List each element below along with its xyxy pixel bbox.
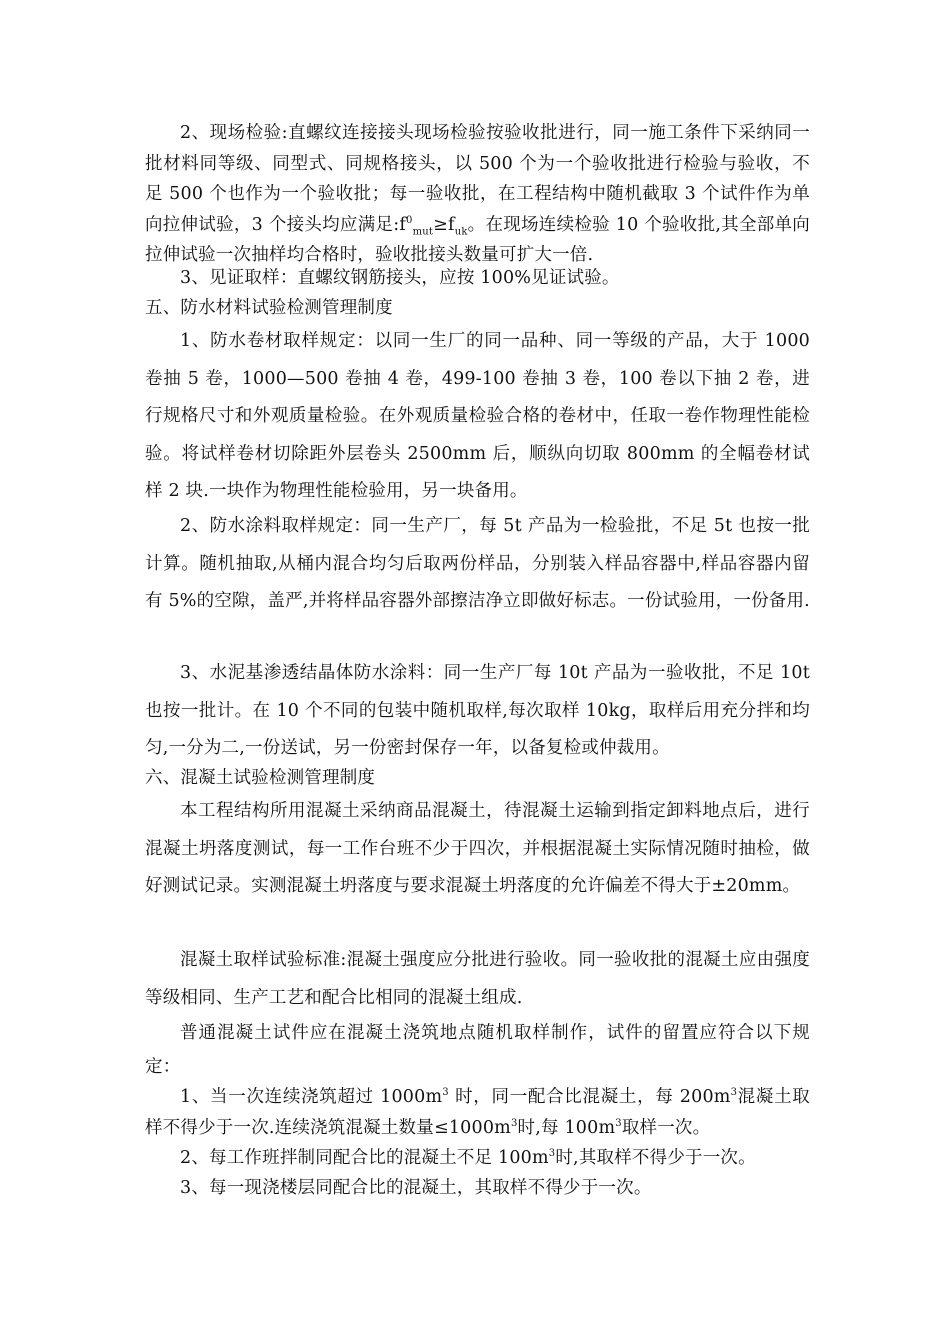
list-item-rule-2	[145, 1143, 810, 1173]
superscript: 3	[730, 1087, 738, 1099]
paragraph-membrane-sampling: 1、防水卷材取样规定：以同一生厂的同一品种、同一等级的产品，大于 1000 卷抽 5 卷，1000—500 卷抽 4 卷，499-100 卷抽 3 卷，100 卷以下抽 2 卷，进行规格尺寸和外观质量检验。在外观质量检验合格的卷材中，任取一卷作物理性能检验。将试样卷材切除距外层卷头 2500mm 后，顺纵向切取 800mm 的全幅卷材试样 2 块.一块作为物理性能检验用，另一块备用。	[145, 331, 810, 501]
paragraph-text: 2、现场检验:直螺纹连接接头现场检验按验收批进行，同一施工条件下采纳同一批材料同等级、同型式、同规格接头，以 500 个为一个验收批进行检验与验收，不足 500 个也作为一个验收批；每一验收批，在工程结构中随机截取 3 个试件作为单向拉伸试验，3 个接头均应满足:f	[145, 123, 810, 235]
paragraph-concrete-standard: 混凝土取样试验标准:混凝土强度应分批进行验收。同一验收批的混凝土应由强度等级相同、生产工艺和配合比相同的混凝土组成.	[145, 950, 810, 1008]
superscript: 3	[510, 1117, 518, 1129]
superscript: 3	[548, 1148, 556, 1160]
section-heading-concrete: 六、混凝土试验检测管理制度	[145, 768, 376, 788]
paragraph-text: 1、当一次连续浇筑超过 1000m	[180, 1087, 443, 1107]
superscript: 3	[615, 1117, 622, 1129]
paragraph-witness-sampling: 3、见证取样：直螺纹钢筋接头，应按 100%见证试验。	[180, 268, 620, 288]
paragraph-cement-coating: 3、水泥基渗透结晶体防水涂料：同一生产厂每 10t 产品为一验收批，不足 10t 也按一批计。在 10 个不同的包装中随机取样,每次取样 10kg，取样后用充分拌和均匀,一分为二,一份送试，另一份密封保存一年，以备复检或仲裁用。	[145, 663, 810, 758]
paragraph-text: 时,每 100m	[517, 1117, 616, 1138]
paragraph-text: ≥f	[433, 214, 455, 235]
superscript: 0	[406, 214, 413, 226]
paragraph-specimen-rules: 普通混凝土试件应在混凝土浇筑地点随机取样制作，试件的留置应符合以下规定：	[145, 1023, 810, 1077]
list-item-rule-3: 3、每一现浇楼层同配合比的混凝土，其取样不得少于一次。	[180, 1178, 652, 1198]
subscript: mut	[412, 226, 434, 238]
paragraph-text: 。在现场连续检验 10 个验收批,其全部单向拉伸试验一次抽样均合格时，验收批接头数量可扩大一倍.	[145, 214, 810, 266]
superscript: 3	[442, 1087, 449, 1099]
paragraph-text: 2、每工作班拌制同配合比的混凝土不足 100m	[180, 1148, 549, 1168]
section-heading-waterproof: 五、防水材料试验检测管理制度	[145, 298, 393, 318]
list-item-rule-1	[145, 1082, 810, 1143]
paragraph-site-inspection	[145, 118, 810, 271]
paragraph-coating-sampling: 2、防水涂料取样规定：同一生产厂，每 5t 产品为一检验批，不足 5t 也按一批计算。随机抽取,从桶内混合均匀后取两份样品，分别装入样品容器中,样品容器内留有 5%的空隙，盖严,并将样品容器外部擦洁净立即做好标志。一份试验用，一份备用.	[145, 516, 810, 611]
paragraph-text: 时，同一配合比混凝土，每 200m	[448, 1087, 731, 1107]
paragraph-text: 时,其取样不得少于一次。	[555, 1148, 756, 1168]
paragraph-concrete-slump: 本工程结构所用混凝土采纳商品混凝土，待混凝土运输到指定卸料地点后，进行混凝土坍落度测试，每一工作台班不少于四次，并根据混凝土实际情况随时抽检，做好测试记录。实测混凝土坍落度与要求混凝土坍落度的允许偏差不得大于±20mm。	[145, 801, 810, 896]
paragraph-text: 取样一次。	[621, 1117, 711, 1138]
paragraph-text: 混凝土取样不得少于一次.连续浇筑混凝土数量≤1000m	[145, 1087, 810, 1138]
subscript: uk	[454, 226, 468, 238]
